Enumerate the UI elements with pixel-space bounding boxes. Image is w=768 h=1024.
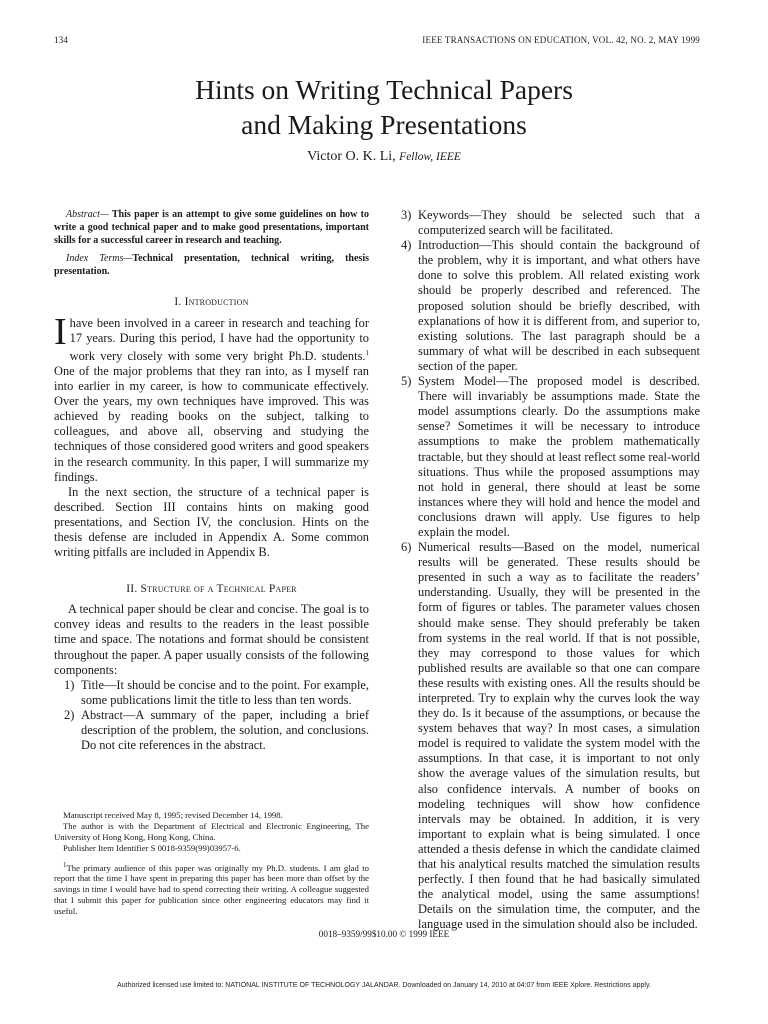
list-item-number: 1) (64, 677, 75, 692)
components-list-left (54, 678, 369, 753)
footnote-affiliation: The author is with the Department of Electrical and Electronic Engineering, The University of Hong Kong, Hong Kong, China. (54, 820, 369, 842)
list-item-number: 4) (401, 238, 412, 253)
index-terms-text: Technical presentation, technical writing, thesis presentation. (54, 253, 369, 278)
author-line (0, 149, 768, 165)
title-line-2: and Making Presentations (241, 109, 527, 140)
list-item-number: 6) (401, 540, 412, 555)
abstract (54, 208, 369, 247)
footnote-ref-1: 1 (365, 348, 369, 357)
title-line-1: Hints on Writing Technical Papers (195, 74, 573, 105)
section-2-title: Structure of a Technical Paper (140, 583, 297, 596)
footnote-1-text: The primary audience of this paper was originally my Ph.D. students. I am glad to report that the time I have spent in preparing this paper has been more than offset by the savings in time I would have had to spend correcting their writing. A colleague suggested that I submit this paper for publication since other engineering educators may find it useful. (54, 862, 369, 917)
index-terms-label: Index Terms— (66, 253, 133, 265)
author-grade: Fellow, IEEE (399, 151, 461, 163)
section-1-title-initial: I (184, 296, 189, 309)
footnote-1 (54, 860, 369, 917)
copyright-line: 0018–9359/99$10.00 © 1999 IEEE (318, 929, 450, 939)
intro-paragraph-2: In the next section, the structure of a technical paper is described. Section III contains hints on making good presentations, and Section IV, the conclusion. Hints on the thesis defense are included in Appendix A. Some common writing pitfalls are included in Appendix B. (54, 484, 369, 560)
list-item-number: 5) (401, 374, 412, 389)
list-item-number: 3) (401, 208, 412, 222)
list-item (394, 208, 700, 238)
list-item-text: Introduction—This should contain the background of the problem, why it is important, and what others have done to solve this problem. All related existing work should be properly described and referenced. The proposed solution should be briefly described, with explanations of how it is different from, and superior to, existing solutions. The last paragraph should be a summary of what will be described in each subsequent section of the paper. (418, 238, 700, 373)
right-column (394, 208, 700, 933)
page-number: 134 (54, 35, 69, 45)
list-item-text: System Model—The proposed model is described. There will invariably be assumptions made. State the model assumptions clearly. Do the assumptions make sense? Sometimes it will be necessary to introduce assumptions to make the problem mathematically tractable, but they should at least reflect some real-world situations. Thus while the proposed assumptions may not hold in general, there should at least be some instances where they will hold and hence the model and conclusions drawn will apply. Use figures to help explain the model. (418, 374, 700, 539)
list-item (54, 708, 369, 753)
list-item-text: Abstract—A summary of the paper, including a brief description of the problem, the solution, and conclusions. Do not cite references in the abstract. (81, 707, 369, 753)
list-item (394, 374, 700, 540)
footnote-manuscript: Manuscript received May 8, 1995; revised December 14, 1998. (63, 810, 283, 820)
abstract-label: Abstract— (66, 209, 109, 220)
abstract-block (54, 208, 369, 278)
list-item (394, 238, 700, 374)
footnote-mark: 1 (63, 860, 67, 869)
intro-p1-text: have been involved in a career in research and teaching for 17 years. During this period, I have had the opportunity to work very closely with some very bright Ph.D. students. (69, 315, 369, 363)
journal-header: IEEE TRANSACTIONS ON EDUCATION, VOL. 42, NO. 2, MAY 1999 (422, 35, 700, 45)
paper-title (0, 72, 768, 142)
footnote-publisher-id: Publisher Item Identifier S 0018-9359(99)03957-6. (63, 842, 241, 853)
abstract-text: This paper is an attempt to give some guidelines on how to write a good technical paper and to make good presentations, important skills for a successful career in research and teaching. (54, 209, 369, 247)
intro-p1-cont: One of the major problems that they ran into, as I myself ran into earlier in my career, is how to communicate effectively. Over the years, my own techniques have improved. This was achieved by reading books on the subject, talking to colleagues, and above all, observing and studying the techniques of those considered good writers and good speakers in the research community. In this paper, I will summarize my findings. (54, 363, 369, 484)
list-item (54, 678, 369, 708)
index-terms (54, 252, 369, 278)
section-2-number: II. (126, 583, 141, 596)
section-2-heading (54, 582, 369, 597)
left-column (54, 208, 369, 753)
section-1-title: ntroduction (188, 296, 249, 309)
list-item-text: Title—It should be concise and to the point. For example, some publications limit the title to less than ten words. (81, 677, 369, 707)
drop-cap: I (54, 310, 67, 353)
section-1-number: I. (174, 296, 185, 309)
list-item-text: Keywords—They should be selected such that a computerized search will be facilitated. (418, 208, 700, 238)
list-item (394, 540, 700, 932)
section-2-paragraph-1: A technical paper should be clear and concise. The goal is to convey ideas and results to the readers in the least possible time and space. The notations and format should be consistent throughout the paper. A paper usually consists of the following components: (54, 602, 369, 677)
license-notice: Authorized licensed use limited to: NATIONAL INSTITUTE OF TECHNOLOGY JALANDAR. Downloaded on January 14, 2010 at 04:07 from IEEE Xplore. Restrictions apply. (117, 982, 651, 989)
components-list-right (394, 208, 700, 933)
list-item-text: Numerical results—Based on the model, numerical results will be generated. These results should be presented in such a way as to facilitate the readers’ understanding. Usually, they will be presented in the form of figures or tables. The parameter values chosen should make sense. They should preferably be taken from systems in the real world. If that is not possible, they may correspond to those values for which published results are available so that one can compare these results with existing ones. All the results should be interpreted. Try to explain why the curves look the way they do. Is it because of the assumptions, or because the system behaves that way? In most cases, a simulation model is required to validate the system model with the assumptions. In that case, it is important to not only show the average values of the simulation results, but also confidence intervals. A number of books on modeling techniques will show how confidence intervals may be obtained. In addition, it is very important to explain what is being simulated. I once attended a thesis defense in which the candidate claimed that his analytical results matched the simulation results perfectly. I then found that he had basically simulated the analytical model, using the same assumptions! Details on the simulation time, the computer, and the language used in the simulation should also be included. (418, 540, 700, 932)
list-item-number: 2) (64, 707, 75, 722)
intro-paragraph-1 (54, 310, 369, 485)
author-name: Victor O. K. Li, (307, 149, 396, 164)
section-1-heading (54, 295, 369, 310)
footnotes (54, 810, 369, 917)
